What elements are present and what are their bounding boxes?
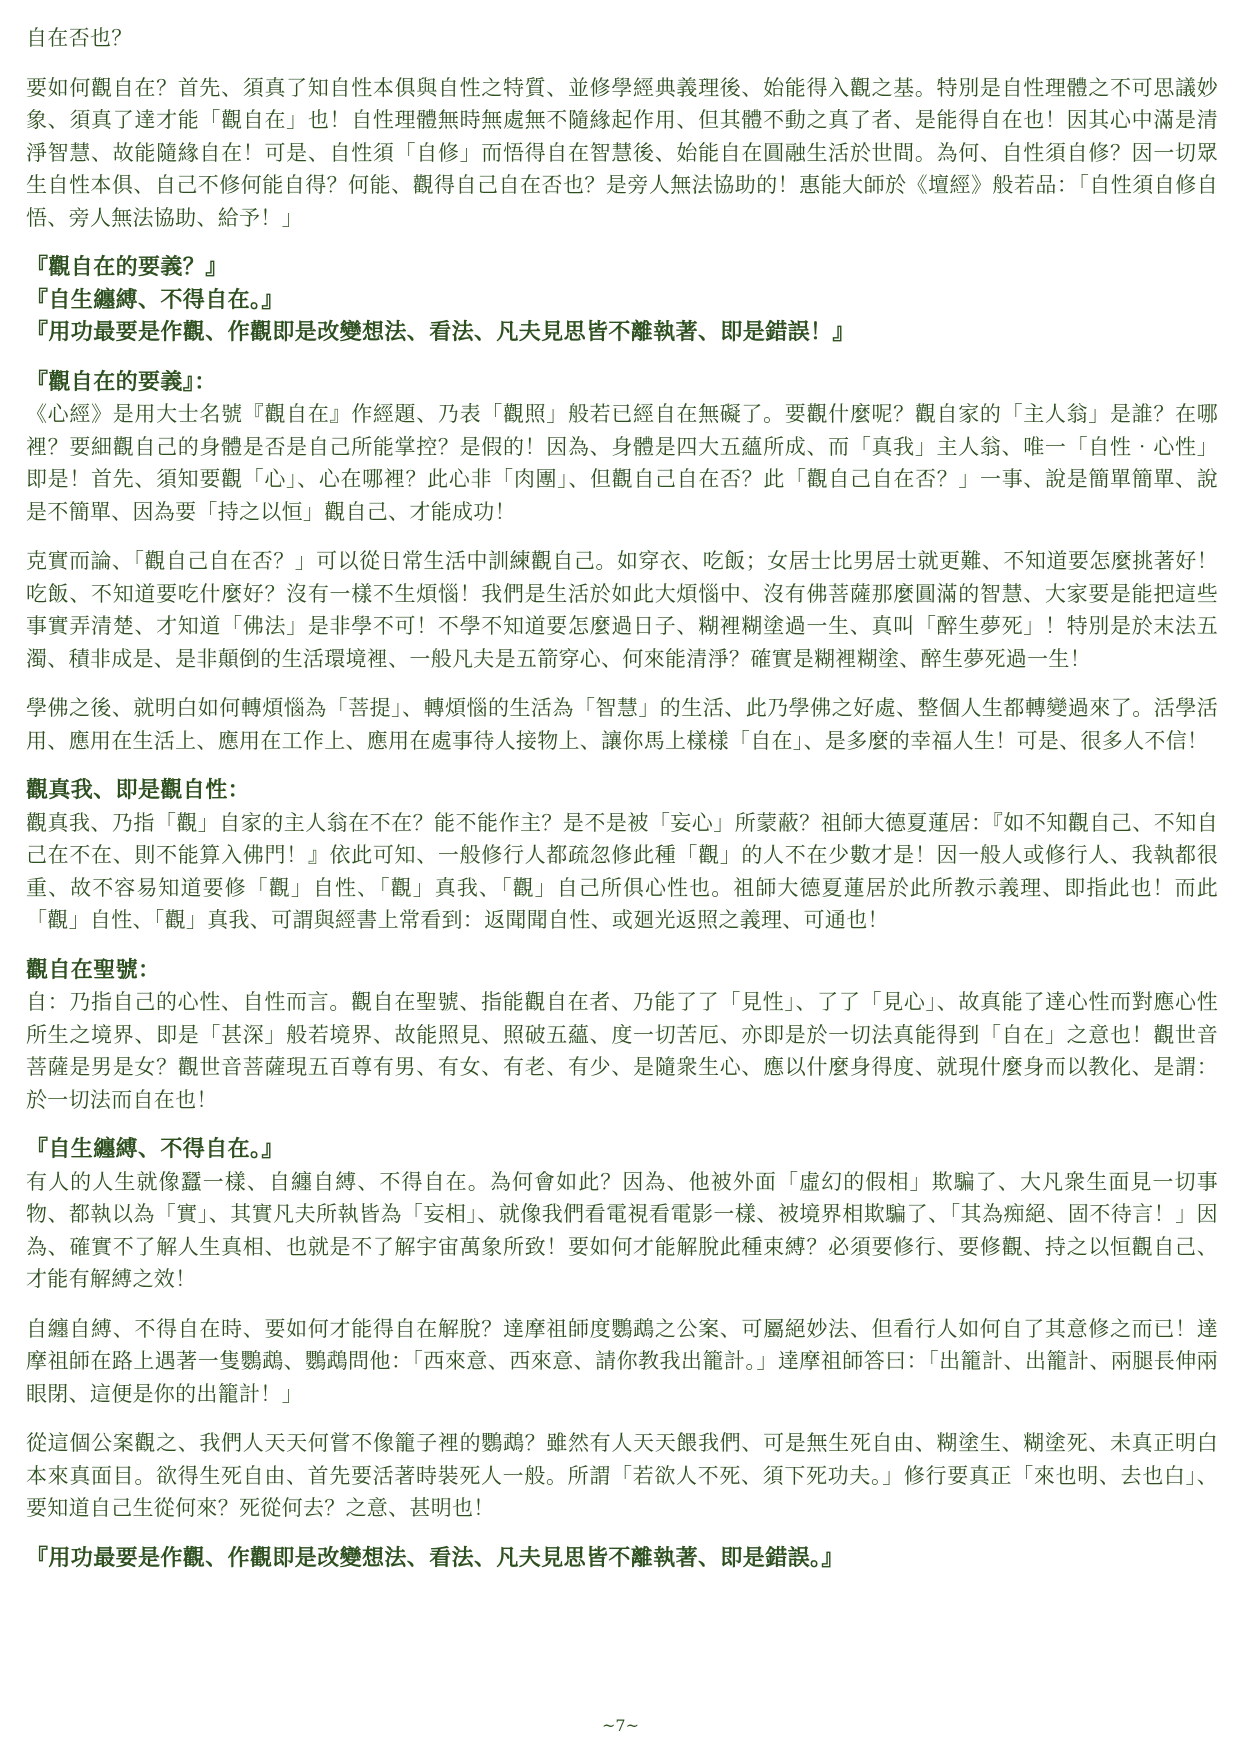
- section-true-self: [26, 774, 1218, 937]
- section-holy-name-body: 自：乃指自己的心性、自性而言。觀自在聖號、指能觀自在者、乃能了了「見性」、了了「見心」、故真能了達心性而對應心性所生之境界、即是「甚深」般若境界、故能照見、照破五蘊、度一切苦厄、亦即是於一切法真能得到「自在」之意也！觀世音菩薩是男是女？觀世音菩薩現五百尊有男、有女、有老、有少、是隨衆生心、應以什麼身得度、就現什麼身而以教化、是謂：於一切法而自在也！: [26, 990, 1218, 1112]
- topic-heading-3: 『用功最要是作觀、作觀即是改變想法、看法、凡夫見思皆不離執著、即是錯誤！』: [26, 319, 855, 345]
- section-meaning-title: 『觀自在的要義』：: [26, 368, 217, 395]
- section-holy-name: [26, 954, 1218, 1117]
- document-body: [26, 22, 1218, 1574]
- section-meaning-body: 《心經》是用大士名號『觀自在』作經題、乃表「觀照」般若已經自在無礙了。要觀什麼呢？觀自家的「主人翁」是誰？在哪裡？要細觀自己的身體是否是自己所能掌控？是假的！因為、身體是四大五蘊所成、而「真我」主人翁、唯一「自性‧心性」即是！首先、須知要觀「心」、心在哪裡？此心非「肉團」、但觀自己自在否？此「觀自己自在否？」一事、說是簡單簡單、說是不簡單、因為要「持之以恒」觀自己、才能成功！: [26, 402, 1218, 524]
- closing-heading: 『用功最要是作觀、作觀即是改變想法、看法、凡夫見思皆不離執著、即是錯誤。』: [26, 1544, 844, 1571]
- paragraph-parrot-koan: 自纏自縛、不得自在時、要如何才能得自在解脫？達摩祖師度鸚鵡之公案、可屬絕妙法、但看行人如何自了其意修之而已！達摩祖師在路上遇著一隻鸚鵡、鸚鵡問他：「西來意、西來意、請你教我出籠計。」達摩祖師答曰：「出籠計、出籠計、兩腿長伸兩眼閉、這便是你的出籠計！」: [26, 1316, 1218, 1406]
- section-meaning: [26, 366, 1218, 529]
- paragraph-daily-practice: 克實而論、「觀自己自在否？」可以從日常生活中訓練觀自己。如穿衣、吃飯；女居士比男居士就更難、不知道要怎麼挑著好！吃飯、不知道要吃什麼好？沒有一樣不生煩惱！我們是生活於如此大煩惱中、沒有佛菩薩那麼圓滿的智慧、大家要是能把這些事實弄清楚、才知道「佛法」是非學不可！不學不知道要怎麼過日子、糊裡糊塗過一生、真叫「醉生夢死」！特別是於末法五濁、積非成是、是非顛倒的生活環境裡、一般凡夫是五箭穿心、何來能清淨？確實是糊裡糊塗、醉生夢死過一生！: [26, 549, 1218, 671]
- section-self-binding: [26, 1133, 1218, 1296]
- section-self-binding-title: 『自生纏縛、不得自在。』: [26, 1136, 284, 1162]
- topic-heading-2: 『自生纏縛、不得自在。』: [26, 286, 284, 313]
- paragraph-intro-tail: 自在否也？: [26, 26, 133, 50]
- topic-heading-1: 『觀自在的要義？』: [26, 254, 228, 280]
- section-true-self-body: 觀真我、乃指「觀」自家的主人翁在不在？能不能作主？是不是被「妄心」所蒙蔽？祖師大德夏蓮居：『如不知觀自己、不知自己在不在、則不能算入佛門！』依此可知、一般修行人都疏忽修此種「觀」的人不在少數才是！因一般人或修行人、我執都很重、故不容易知道要修「觀」自性、「觀」真我、「觀」自己所俱心性也。祖師大德夏蓮居於此所教示義理、即指此也！而此「觀」自性、「觀」真我、可謂與經書上常看到：返聞聞自性、或廻光返照之義理、可通也！: [26, 810, 1218, 932]
- section-true-self-title: 觀真我、即是觀自性：: [26, 777, 251, 803]
- page-number: ~7~: [602, 1716, 639, 1735]
- section-holy-name-title: 觀自在聖號：: [26, 956, 161, 983]
- topic-headings: [26, 251, 1218, 349]
- section-self-binding-body: 有人的人生就像蠶一樣、自纏自縛、不得自在。為何會如此？因為、他被外面「虛幻的假相」欺騙了、大凡衆生面見一切事物、都執以為「實」、其實凡夫所執皆為「妄相」、就像我們看電視看電影一樣、被境界相欺騙了、「其為痴絕、固不待言！」因為、確實不了解人生真相、也就是不了解宇宙萬象所致！要如何才能解脫此種束縛？必須要修行、要修觀、持之以恒觀自己、才能有解縛之效！: [26, 1169, 1218, 1291]
- paragraph-after-learning: 學佛之後、就明白如何轉煩惱為「菩提」、轉煩惱的生活為「智慧」的生活、此乃學佛之好處、整個人生都轉變過來了。活學活用、應用在生活上、應用在工作上、應用在處事待人接物上、讓你馬上樣樣「自在」、是多麼的幸福人生！可是、很多人不信！: [26, 696, 1218, 753]
- paragraph-koan-reflection: 從這個公案觀之、我們人天天何嘗不像籠子裡的鸚鵡？雖然有人天天餵我們、可是無生死自由、糊塗生、糊塗死、未真正明白本來真面目。欲得生死自由、首先要活著時裝死人一般。所謂「若欲人不死、須下死功夫。」修行要真正「來也明、去也白」、要知道自己生從何來？死從何去？之意、甚明也！: [26, 1431, 1218, 1520]
- paragraph-how-to-observe: 要如何觀自在？首先、須真了知自性本俱與自性之特質、並修學經典義理後、始能得入觀之基。特別是自性理體之不可思議妙象、須真了達才能「觀自在」也！自性理體無時無處無不隨緣起作用、但其體不動之真了者、是能得自在也！因其心中滿是清淨智慧、故能隨緣自在！可是、自性須「自修」而悟得自在智慧後、始能自在圓融生活於世間。為何、自性須自修？因一切眾生自性本俱、自己不修何能自得？何能、觀得自己自在否也？是旁人無法協助的！惠能大師於《壇經》般若品：「自性須自修自悟、旁人無法協助、給予！」: [26, 75, 1218, 230]
